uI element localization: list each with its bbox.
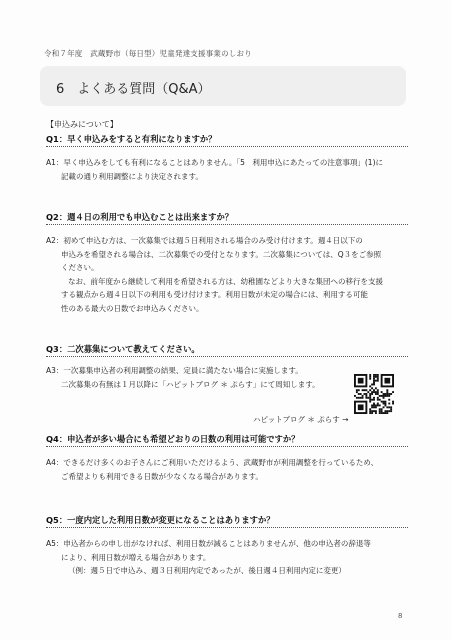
answer-4-line: ご希望よりも利用できる日数が少なくなる場合があります。 [61, 471, 263, 481]
answer-5-line: A5：申込者からの申し出がなければ、利用日数が減ることはありませんが、他の申込者の辞退等 [46, 539, 371, 548]
subsection-label: 【申込みについて】 [46, 120, 118, 129]
answer-2-line: A2：初めて申込む方は、一次募集では週５日利用される場合のみ受け付けます。週４日以下の [46, 236, 363, 245]
blog-link-label[interactable]: ハピットブログ ＊ ぷらす → [253, 415, 349, 424]
page-number: 8 [398, 612, 403, 620]
question-1: Q1：早く申込みをすると有利になりますか？ [46, 134, 217, 144]
question-2-rule [46, 224, 408, 225]
question-5-rule [46, 527, 408, 528]
answer-4 [46, 456, 406, 483]
answer-2-line: 性のある最大の日数でお申込みください。 [61, 303, 204, 313]
answer-2-line: なお、前年度から継続して利用を希望される方は、幼稚園などより大きな集団への移行を支援 [68, 276, 383, 286]
answer-3-line: 二次募集の有無は１月以降に「ハピットブログ ＊ ぷらす」にて周知します。 [61, 379, 320, 389]
question-3-rule [46, 356, 408, 357]
answer-2-line: する観点から週４日以下の利用も受け付けます。利用日数が未定の場合には、利用する可能 [61, 290, 368, 300]
answer-5 [46, 537, 406, 578]
answer-2-line: 申込みを希望される場合は、二次募集での受付となります。二次募集については、Q３をご参照 [61, 249, 382, 259]
question-4-rule [46, 446, 408, 447]
qr-code-icon[interactable] [354, 374, 394, 414]
answer-4-line: A4：できるだけ多くのお子さんにご利用いただけるよう、武蔵野市が利用調整を行っているため、 [46, 458, 379, 467]
answer-5-line: により、利用日数が増える場合があります。 [61, 552, 211, 562]
answer-5-line: （例：週５日で申込み、週３日利用内定であったが、後日週４日利用内定に変更） [68, 566, 346, 576]
answer-1-line: 記載の通り利用調整により決定されます。 [61, 171, 203, 181]
answer-3-line: A3：一次募集申込者の利用調整の結果、定員に満たない場合に実施します。 [46, 366, 303, 375]
answer-2 [46, 234, 406, 316]
answer-1-line: A1：早く申込みをしても有利になることはありません。「5 利用申込にあたっての注意事項」(1)に [46, 158, 383, 167]
answer-2-line: ください。 [61, 263, 99, 273]
question-5: Q5：一度内定した利用日数が変更になることはありますか？ [46, 515, 275, 525]
question-2: Q2：週４日の利用でも申込むことは出来ますか？ [46, 212, 234, 222]
question-3: Q3：二次募集について教えてください。 [46, 344, 200, 354]
answer-1 [46, 156, 406, 183]
section-title: 6 よくある質問（Q&A） [56, 82, 211, 97]
question-1-rule [46, 146, 408, 147]
answer-3 [46, 364, 406, 391]
section-title-box [40, 66, 406, 106]
question-4: Q4：申込者が多い場合にも希望どおりの日数の利用は可能ですか？ [46, 434, 300, 444]
page-header: 令和７年度 武蔵野市（毎日型）児童発達支援事業のしおり [44, 49, 252, 58]
